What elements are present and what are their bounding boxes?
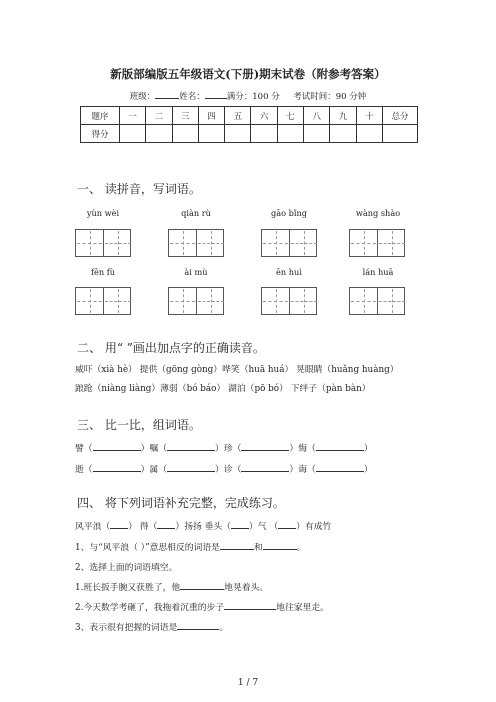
writing-grid[interactable] — [349, 229, 405, 257]
answer-blank[interactable] — [167, 462, 215, 472]
question-2-2: 2.今天数学考砸了，我拖着沉重的步子 地往家里走。 — [75, 600, 329, 613]
class-blank — [155, 89, 179, 99]
score-header-row — [81, 107, 418, 125]
reading-line: 踉跄（niàng liàng）薄弱（bó báo） 湖泊（pō bó） 下绊子（pàn bàn） — [75, 384, 371, 394]
pinyin: qiàn rù — [181, 208, 211, 218]
compare-row: 譬（ ）嘱（ ）珍（ ）悔（ ） — [75, 441, 373, 454]
writing-grid[interactable] — [349, 287, 405, 315]
answer-blank[interactable] — [263, 540, 297, 550]
pinyin: ēn huì — [276, 267, 302, 277]
score-cell[interactable] — [120, 125, 146, 143]
writing-grid[interactable] — [75, 287, 131, 315]
answer-blank[interactable] — [157, 519, 175, 529]
score-cell[interactable] — [304, 125, 330, 143]
exam-info — [0, 89, 496, 102]
score-table — [80, 106, 418, 143]
pinyin: ài mù — [184, 267, 208, 277]
answer-blank[interactable] — [224, 600, 276, 610]
answer-blank[interactable] — [231, 519, 249, 529]
pinyin: wàng shào — [355, 208, 401, 218]
section3-heading: 三、 比一比，组词语。 — [77, 418, 201, 432]
score-header-cell: 总分 — [383, 107, 418, 125]
score-row-label: 得分 — [81, 125, 120, 143]
question-2-1: 1.班长扳手腕又获胜了，他 地晃着头。 — [75, 580, 268, 593]
writing-grid[interactable] — [75, 229, 131, 257]
answer-blank[interactable] — [220, 540, 254, 550]
score-cell[interactable] — [172, 125, 198, 143]
section1-heading: 一、 读拼音，写词语。 — [77, 182, 201, 196]
name-blank — [205, 89, 227, 99]
score-header-cell: 三 — [172, 107, 198, 125]
answer-blank[interactable] — [110, 519, 128, 529]
score-header-cell: 二 — [146, 107, 172, 125]
exam-time: 考试时间：90 分钟 — [293, 92, 367, 102]
score-cell[interactable] — [356, 125, 382, 143]
writing-grid[interactable] — [168, 229, 224, 257]
score-header-cell: 十 — [356, 107, 382, 125]
question-3: 3、表示很有把握的词语是 。 — [75, 620, 228, 633]
compare-row: 逝（ ）属（ ）诊（ ）诲（ ） — [75, 462, 373, 475]
score-header-cell: 一 — [120, 107, 146, 125]
writing-grid[interactable] — [261, 229, 317, 257]
score-header-cell: 题序 — [81, 107, 120, 125]
score-cell[interactable] — [251, 125, 277, 143]
answer-blank[interactable] — [180, 580, 224, 590]
class-label: 班级： — [129, 92, 156, 102]
score-cell[interactable] — [330, 125, 356, 143]
answer-blank[interactable] — [93, 462, 141, 472]
full-score: 满分：100 分 — [226, 92, 280, 102]
writing-grid[interactable] — [261, 287, 317, 315]
score-header-cell: 九 — [330, 107, 356, 125]
pinyin: fēn fù — [90, 267, 116, 277]
score-header-cell: 五 — [225, 107, 251, 125]
answer-blank[interactable] — [278, 519, 296, 529]
page-title: 新版部编版五年级语文(下册)期末试卷（附参考答案） — [110, 67, 386, 81]
pinyin: yùn wèi — [86, 208, 120, 218]
answer-blank[interactable] — [241, 462, 289, 472]
writing-grid[interactable] — [168, 287, 224, 315]
answer-blank[interactable] — [316, 441, 364, 451]
score-cell[interactable] — [383, 125, 418, 143]
score-header-cell: 八 — [304, 107, 330, 125]
score-cell[interactable] — [277, 125, 303, 143]
answer-blank[interactable] — [93, 441, 141, 451]
score-cell[interactable] — [198, 125, 224, 143]
question-2: 2、选择上面的词语填空。 — [75, 563, 178, 573]
score-header-cell: 四 — [198, 107, 224, 125]
score-cell[interactable] — [146, 125, 172, 143]
question-1: 1、与“风平浪（ ）”意思相反的词语是 和 。 — [75, 540, 306, 553]
idiom-fill-row: 风平浪（ ） 得（ ）扬扬 垂头（ ）气 （ ）有成竹 — [75, 519, 331, 532]
score-row — [81, 125, 418, 143]
pinyin: lán huā — [362, 267, 394, 277]
pinyin: gāo bǐng — [270, 208, 308, 218]
score-header-cell: 七 — [277, 107, 303, 125]
section4-heading: 四、 将下列词语补充完整，完成练习。 — [77, 496, 285, 510]
page-number: 1 / 7 — [237, 678, 259, 688]
score-header-cell: 六 — [251, 107, 277, 125]
name-label: 姓名： — [179, 92, 205, 102]
reading-line: 威吓（xià hè） 提供（gōng gòng）哗笑（huā huá） 晃眼睛（huǎng huàng） — [75, 365, 399, 375]
answer-blank[interactable] — [241, 441, 289, 451]
section2-heading: 二、 用“ ”画出加点字的正确读音。 — [77, 341, 265, 355]
answer-blank[interactable] — [167, 441, 215, 451]
answer-blank[interactable] — [316, 462, 364, 472]
answer-blank[interactable] — [177, 620, 219, 630]
score-cell[interactable] — [225, 125, 251, 143]
